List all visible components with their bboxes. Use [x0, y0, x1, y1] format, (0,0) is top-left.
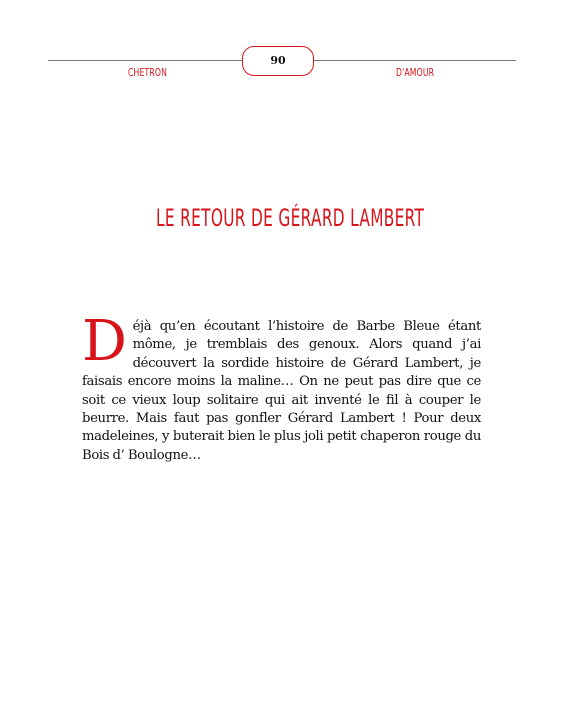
page-number: 90 — [242, 46, 314, 76]
body-paragraph — [82, 309, 481, 465]
drop-cap: D — [82, 309, 127, 374]
running-head-left: CHETRON — [128, 66, 168, 79]
paragraph-text: éjà qu’en écoutant l’histoire de Barbe Bleue étant môme, je tremblais des genoux. Alors quand j’ai découvert la sordide histoire de Gérard Lambert, je faisais encore moins la maline… On ne peut pas dire que ce soit ce vieux loup solitaire qui ait inventé le fil à couper le beurre. Mais faut pas gonfler Gérard Lambert ! Pour deux madeleines, y buterait bien le plus joli petit chaperon rouge du Bois d’ Boulogne… — [82, 319, 481, 463]
running-head-right: D'AMOUR — [396, 66, 435, 79]
chapter-title: LE RETOUR DE GÉRARD LAMBERT — [156, 204, 425, 233]
